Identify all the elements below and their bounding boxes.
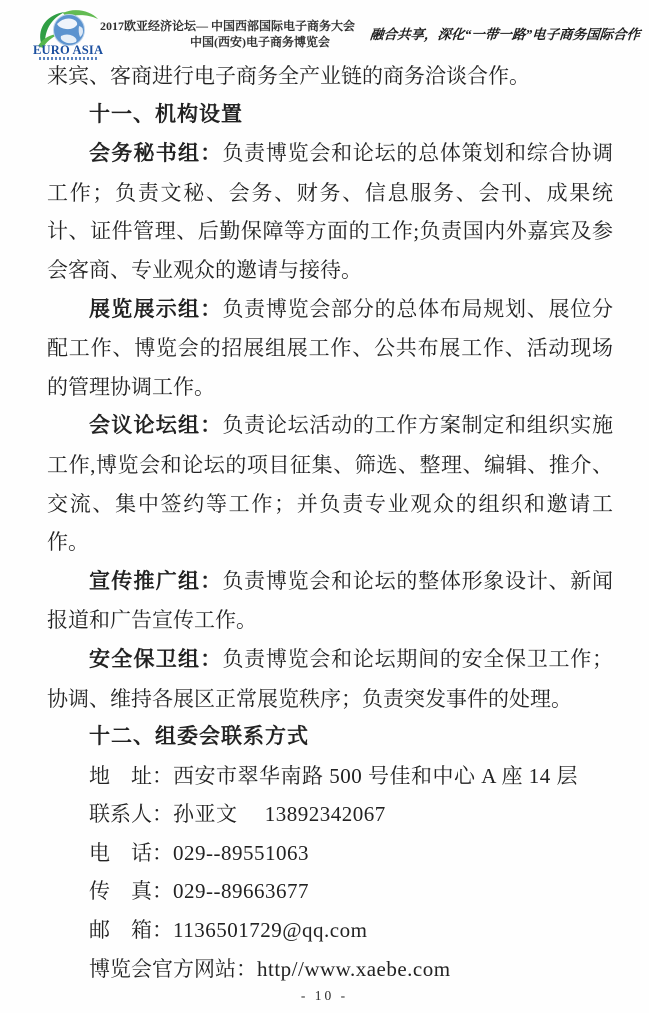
- contact-label: 电 话：: [89, 840, 173, 865]
- paragraph-secretariat-group: [47, 134, 613, 289]
- contact-value: 西安市翠华南路 500 号佳和中心 A 座 14 层: [173, 763, 579, 788]
- paragraph-text: 负责论坛活动的工作方案制定和组织实施工作,博览会和论坛的项目征集、筛选、整理、编辑、推介、交流、集中签约等工作；并负责专业观众的组织和邀请工作。: [47, 413, 614, 555]
- paragraph-text: 负责博览会和论坛的整体形象设计、新闻报道和广告宣传工作。: [47, 568, 614, 633]
- contact-value: 029--89551063: [173, 840, 309, 865]
- section-heading-11: 十一、机构设置: [89, 102, 243, 126]
- contact-label: 邮 箱：: [89, 918, 173, 943]
- logo-wordmark: EURO ASIA: [33, 43, 104, 57]
- contact-label: 联系人：: [89, 802, 173, 827]
- intro-paragraph: 来宾、客商进行电子商务全产业链的商务洽谈合作。: [47, 64, 530, 88]
- section-heading-12: 十二、组委会联系方式: [89, 725, 309, 749]
- header-slogan: 融合共享，深化“一带一路”电子商务国际合作: [369, 27, 641, 42]
- contact-address-row: [47, 757, 613, 796]
- document-body: [47, 57, 613, 988]
- header-title-line1: 2017欧亚经济论坛— 中国西部国际电子商务大会: [100, 19, 356, 33]
- contact-label: 博览会官方网站：: [89, 956, 257, 981]
- page-header: [0, 8, 649, 64]
- contact-person-row: [47, 795, 613, 834]
- contact-value: 029--89663677: [173, 879, 309, 904]
- contact-value: http//www.xaebe.com: [257, 956, 451, 981]
- contact-email-row: [47, 911, 613, 950]
- paragraph-forum-group: [47, 406, 613, 561]
- contact-label: 传 真：: [89, 879, 173, 904]
- contact-website-row: [47, 950, 613, 989]
- paragraph-text: 负责博览会部分的总体布局规划、展位分配工作、博览会的招展组展工作、公共布展工作、活动现场的管理协调工作。: [47, 296, 614, 399]
- paragraph-text: 负责博览会和论坛期间的安全保卫工作；协调、维持各展区正常展览秩序；负责突发事件的处理。: [47, 646, 614, 711]
- paragraph-security-group: [47, 640, 613, 718]
- run-in-label: 安全保卫组：: [89, 647, 223, 671]
- header-title-line2: 中国(西安)电子商务博览会: [190, 34, 330, 49]
- contact-value: 孙亚文 13892342067: [173, 802, 386, 827]
- run-in-label: 会议论坛组：: [89, 414, 223, 438]
- contact-fax-row: [47, 872, 613, 911]
- contact-label: 地 址：: [89, 763, 173, 788]
- contact-value: 1136501729@qq.com: [173, 918, 368, 943]
- paragraph-text: 负责博览会和论坛的总体策划和综合协调工作；负责文秘、会务、财务、信息服务、会刊、成果统计、证件管理、后勤保障等方面的工作;负责国内外嘉宾及参会客商、专业观众的邀请与接待。: [47, 141, 614, 282]
- run-in-label: 宣传推广组：: [89, 569, 223, 593]
- expo-logo: [33, 10, 103, 60]
- run-in-label: 会务秘书组：: [89, 142, 223, 166]
- run-in-label: 展览展示组：: [89, 297, 223, 321]
- paragraph-publicity-group: [47, 562, 613, 640]
- page-number: - 10 -: [300, 988, 349, 1003]
- paragraph-exhibition-group: [47, 290, 613, 407]
- contact-phone-row: [47, 834, 613, 873]
- header-title-block: [100, 19, 356, 50]
